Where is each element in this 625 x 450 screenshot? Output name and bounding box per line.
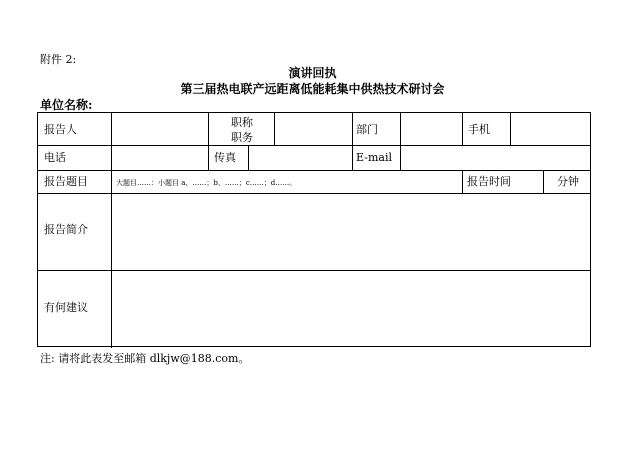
column-divider <box>400 113 401 145</box>
column-divider <box>510 113 511 145</box>
column-divider <box>352 145 353 170</box>
summary-label: 报告简介 <box>44 223 88 236</box>
suggestions-label: 有何建议 <box>44 301 88 314</box>
fax-label: 传真 <box>214 151 236 164</box>
topic-label: 报告题目 <box>44 175 88 188</box>
document-subtitle: 第三届热电联产远距离低能耗集中供热技术研讨会 <box>180 82 445 96</box>
department-label: 部门 <box>356 123 378 136</box>
email-label: E-mail <box>356 151 392 164</box>
registration-form-table <box>37 112 591 347</box>
column-divider <box>462 170 463 193</box>
column-divider <box>111 113 112 348</box>
column-divider <box>352 113 353 145</box>
minutes-label: 分钟 <box>557 175 579 188</box>
column-divider <box>208 113 209 145</box>
mobile-label: 手机 <box>468 123 490 136</box>
document-title: 演讲回执 <box>288 66 337 80</box>
attachment-label: 附件 2: <box>40 53 77 66</box>
column-divider <box>543 170 544 193</box>
phone-label: 电话 <box>44 151 66 164</box>
unit-name-label: 单位名称: <box>40 98 93 112</box>
column-divider <box>248 145 249 170</box>
column-divider <box>208 145 209 170</box>
report-time-label: 报告时间 <box>467 175 511 188</box>
title-label-line1: 职称 <box>231 116 253 129</box>
footer-note: 注: 请将此表发至邮箱 dlkjw@188.com。 <box>40 352 250 365</box>
topic-hint: 大题目……：小题目 a、……；b、……；c……；d……。 <box>116 179 297 187</box>
column-divider <box>274 113 275 145</box>
row-divider <box>38 145 590 146</box>
row-divider <box>38 193 590 194</box>
position-label-line2: 职务 <box>231 131 253 144</box>
row-divider <box>38 170 590 171</box>
reporter-label: 报告人 <box>44 123 77 136</box>
row-divider <box>38 270 590 271</box>
column-divider <box>400 145 401 170</box>
column-divider <box>462 113 463 145</box>
